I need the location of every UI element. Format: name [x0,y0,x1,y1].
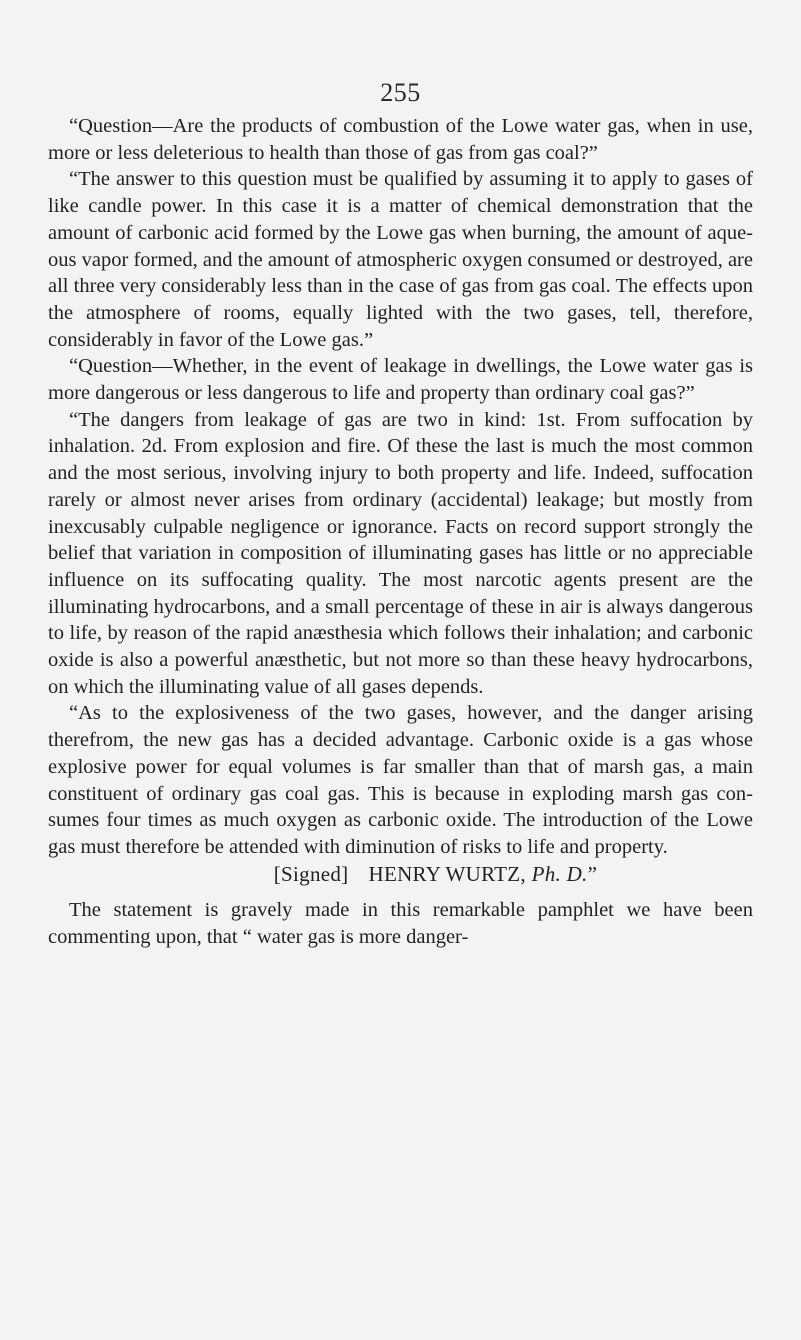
signature-bracket: [Signed] [273,861,349,886]
signature-degree: Ph. D. [531,861,588,886]
paragraph-answer-3: “As to the explosiveness of the two gases, however, and the danger arising therefrom, the new gas has a decided advantage. Carbonic oxide is a gas whose explosive power for equal volumes is far smaller than that of marsh gas, a main constituent of ordinary gas coal gas. This is because in exploding marsh gas consumes four times as much oxygen as carbonic oxide. The introduction of the Lowe gas must therefore be attended with diminution of risks to life and property. [48,702,753,858]
signature-name: HENRY WURTZ, [368,861,526,886]
paragraph-question-2: “Question—Whether, in the event of leakage in dwellings, the Lowe water gas is more dangerous or less dangerous to life and property than ordinary coal gas?” [48,355,753,405]
page-number: 255 [380,78,421,107]
paragraph-question-1: “Question—Are the products of combustion of the Lowe water gas, when in use, more or less deleterious to health than those of gas from gas coal?” [48,115,753,164]
paragraph-answer-1: “The answer to this question must be qualified by assuming it to apply to gases of like candle power. In this case it is a matter of chemical demonstration that the amount of carbonic acid formed by the Lowe gas when burning, the amount of aqueous vapor formed, and the amount of atmospheric oxygen consumed or destroyed, are all three very considerably less than in the case of gas from gas coal. The effects upon the atmosphere of rooms, equally lighted with the two gases, tell, therefore, considerably in favor of the Lowe gas.” [48,168,753,351]
body-text [48,113,753,951]
paragraph-answer-2: “The dangers from leakage of gas are two in kind: 1st. From suffocation by inhalation. 2d. From explosion and fire. Of these the last is much the most common and the most serious, involving injury to both property and life. Indeed, suffocation rarely or almost never arises from ordinary (accidental) leakage; but mostly from inexcusably culpable negligence or ignorance. Facts on record support strongly the belief that variation in composition of illuminating gases has little or no appreciable influence on its suffocating quality. The most narcotic agents present are the illuminating hydrocarbons, and a small percentage of these in air is always dangerous to life, by reason of the rapid anæsthesia which follows their inhalation; and carbonic oxide is also a powerful anæsthetic, but not more so than these heavy hydrocarbons, on which the illuminating value of all gases depends. [48,408,753,698]
signature-line [48,861,753,888]
paragraph-closing: The statement is gravely made in this remarkable pamphlet we have been commenting upon, that “ water gas is more danger- [48,899,753,949]
signature-close-quote: ” [587,861,598,886]
